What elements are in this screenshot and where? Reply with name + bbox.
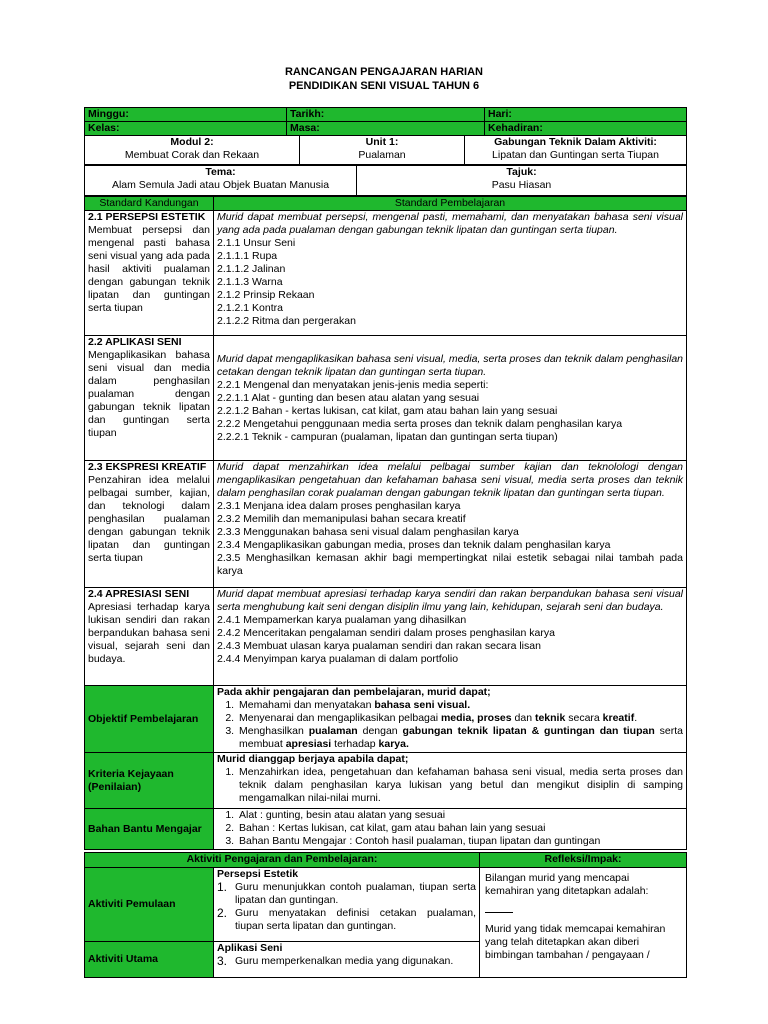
bahan-item: 3. Bahan Bantu Mengajar : Contoh hasil pualaman, tiupan lipatan dan guntingan [237,835,683,848]
section-kandungan [85,461,214,588]
standard-item: 2.2.2.1 Teknik - campuran (pualaman, lipatan dan guntingan serta tiupan) [217,430,558,443]
minggu-label: Minggu: [85,108,287,122]
modul-value: Membuat Corak dan Rekaan [124,149,260,161]
standard-item: 2.3.1 Menjana idea dalam proses penghasilan karya [217,500,461,512]
unit-value: Pualaman [358,149,406,161]
refleksi-text-2: Murid yang tidak memcapai kemahiran yang telah ditetapkan akan diberi bimbingan tambahan / pengayaan / [485,923,666,961]
section-title: 2.3 EKSPRESI KREATIF [88,461,207,473]
tajuk-cell [357,166,687,196]
info-row-2 [85,122,687,136]
utama-heading: Aplikasi Seni [217,942,283,954]
kriteria-content [214,753,687,809]
kriteria-row [85,753,687,809]
section-row-ekspresi [85,461,687,588]
pemulaan-content [214,868,480,942]
section-row-aplikasi [85,336,687,461]
pemulaan-item: 1. Guru menunjukkan contoh pualaman, tiupan serta lipatan dan guntingan. [217,880,477,906]
standard-item: 2.4.2 Menceritakan pengalaman sendiri dalam proses penghasilan karya [217,627,555,639]
section-kandungan [85,211,214,336]
modul-label: Modul 2: [170,136,214,148]
tarikh-label: Tarikh: [287,108,485,122]
objektif-label: Objektif Pembelajaran [85,686,214,753]
standard-item: 2.1.2.2 Ritma dan pergerakan [217,315,356,327]
objektif-intro: Pada akhir pengajaran dan pembelajaran, murid dapat; [217,686,491,698]
standard-item: 2.3.2 Memilih dan memanipulasi bahan secara kreatif [217,513,466,525]
section-pembelajaran [214,588,687,686]
gabungan-label: Gabungan Teknik Dalam Aktiviti: [494,136,657,148]
section-kandungan [85,336,214,461]
tema-value: Alam Semula Jadi atau Objek Buatan Manusia [111,179,330,191]
standard-item: 2.1.1.2 Jalinan [217,263,286,275]
tajuk-label: Tajuk: [506,166,537,178]
standard-item: 2.1.1.3 Warna [217,276,283,288]
aktiviti-header: Aktiviti Pengajaran dan Pembelajaran: [85,853,480,868]
objektif-row [85,686,687,753]
bahan-list [217,809,683,848]
section-intro: Murid dapat mengaplikasikan bahasa seni visual, media, serta proses dan teknik dalam penghasilan cetakan dengan teknik lipatan dan guntingan serta tiupan. [217,352,683,378]
pemulaan-row [85,868,687,942]
section-pembelajaran [214,336,687,461]
document-title: RANCANGAN PENGAJARAN HARIAN [284,66,483,78]
section-title: 2.1 PERSEPSI ESTETIK [88,211,206,223]
document-subtitle: PENDIDIKAN SENI VISUAL TAHUN 6 [288,80,480,92]
section-desc: Penzahiran idea melalui pelbagai sumber, kajian, dan teknologi dalam penghasilan pualaman dengan gabungan teknik lipatan dan guntingan serta tiupan [88,474,210,564]
tajuk-value: Pasu Hiasan [491,179,552,191]
tema-row [85,166,687,196]
pemulaan-heading: Persepsi Estetik [217,868,299,880]
unit-label: Unit 1: [365,136,399,148]
bahan-content [214,809,687,850]
utama-item: 3. Guru memperkenalkan media yang digunakan. [217,954,454,968]
tema-label: Tema: [205,166,236,178]
standard-item: 2.2.1.2 Bahan - kertas lukisan, cat kilat, gam atau bahan lain yang sesuai [217,404,558,417]
standard-item: 2.4.1 Mempamerkan karya pualaman yang dihasilkan [217,614,467,626]
objektif-item: 2. Menyenarai dan mengaplikasikan pelbagai media, proses dan teknik secara kreatif. [237,712,683,725]
aktiviti-header-row [85,853,687,868]
hari-label: Hari: [485,108,687,122]
section-kandungan [85,588,214,686]
bahan-label: Bahan Bantu Mengajar [85,809,214,850]
section-desc: Membuat persepsi dan mengenal pasti bahasa seni visual yang ada pada hasil aktiviti pualaman dengan gabungan teknik lipatan dan guntingan serta tiupan [88,224,210,314]
kelas-label: Kelas: [85,122,287,136]
pemulaan-label: Aktiviti Pemulaan [85,868,214,942]
standard-item: 2.1.2 Prinsip Rekaan [217,289,315,301]
modul-row [85,136,687,165]
standard-item: 2.3.4 Mengaplikasikan gabungan media, proses dan teknik dalam penghasilan karya [217,539,611,551]
kriteria-intro: Murid dianggap berjaya apabila dapat; [217,753,409,765]
standards-header-row [85,197,687,211]
section-desc: Mengaplikasikan bahasa seni visual dan media dalam penghasilan pualaman dengan gabungan teknik lipatan dan guntingan serta tiupan [88,349,210,439]
standard-pembelajaran-header: Standard Pembelajaran [214,197,687,211]
bahan-row [85,809,687,850]
aktiviti-table [84,852,687,978]
refleksi-content [480,868,687,978]
section-pembelajaran [214,211,687,336]
standards-table [84,196,687,850]
tema-cell [85,166,357,196]
kriteria-label: Kriteria Kejayaan (Penilaian) [85,753,214,809]
modul-table [84,135,687,165]
section-title: 2.2 APLIKASI SENI [88,336,182,348]
modul-cell [85,136,300,165]
objektif-content [214,686,687,753]
info-row-1 [85,108,687,122]
refleksi-blank [485,904,681,917]
standard-item: 2.3.3 Menggunakan bahasa seni visual dalam penghasilan karya [217,526,519,538]
standard-item: 2.4.4 Menyimpan karya pualaman di dalam portfolio [217,653,459,665]
gabungan-cell [465,136,687,165]
standard-kandungan-header: Standard Kandungan [85,197,214,211]
objektif-list [217,699,683,751]
section-title: 2.4 APRESIASI SENI [88,588,190,600]
kriteria-item: 1. Menzahirkan idea, pengetahuan dan kefahaman bahasa seni visual, media serta proses dan teknik dalam penghasilan karya lukisan yang betul dan mengikut disiplin di samping mengamalkan nilai-nilai murni. [237,766,683,805]
tema-table [84,165,687,196]
masa-label: Masa: [287,122,485,136]
pemulaan-item: 2. Guru menyatakan definisi cetakan pualaman, tiupan serta lipatan dan guntingan. [217,906,477,932]
objektif-item: 1. Memahami dan menyatakan bahasa seni visual. [237,699,683,712]
kehadiran-label: Kehadiran: [485,122,687,136]
refleksi-text-1: Bilangan murid yang mencapai kemahiran yang ditetapkan adalah: [485,872,649,897]
unit-cell [300,136,465,165]
standard-item: 2.2.1 Mengenal dan menyatakan jenis-jenis media seperti: [217,378,489,391]
section-row-apresiasi [85,588,687,686]
bahan-item: 2. Bahan : Kertas lukisan, cat kilat, gam atau bahan lain yang sesuai [237,822,683,835]
section-row-persepsi [85,211,687,336]
info-table [84,107,687,136]
utama-content [214,942,480,978]
section-pembelajaran [214,461,687,588]
objektif-item: 3. Menghasilkan pualaman dengan gabungan teknik lipatan & guntingan dan tiupan serta membuat apresiasi terhadap karya. [237,725,683,751]
standard-item: 2.1.1.1 Rupa [217,250,278,262]
standard-item: 2.1.1 Unsur Seni [217,237,296,249]
section-desc: Apresiasi terhadap karya lukisan sendiri dan rakan berpandukan bahasa seni visual, sejarah seni dan budaya. [88,601,210,665]
refleksi-header: Refleksi/Impak: [480,853,687,868]
standard-item: 2.3.5 Menghasilkan kemasan akhir bagi mempertingkat nilai estetik sebagai nilai tambah pada karya [217,552,683,577]
section-intro: Murid dapat menzahirkan idea melalui pelbagai sumber kajian dan teknolologi dengan mengaplikasikan pengetahuan dan kefahaman bahasa seni visual, media serta proses dan teknik dalam penghasilan corak pualaman dengan gabungan teknik lipatan dan guntingan serta tiupan. [217,461,683,499]
standard-item: 2.4.3 Membuat ulasan karya pualaman sendiri dan rakan secara lisan [217,640,541,652]
standard-item: 2.2.1.1 Alat - gunting dan besen atau alatan yang sesuai [217,391,480,404]
section-intro: Murid dapat membuat apresiasi terhadap karya sendiri dan rakan berpandukan bahasa seni visual serta menghubung kait seni dengan disiplin ilmu yang lain, kehidupan, sejarah seni dan budaya. [217,588,683,613]
standard-item: 2.1.2.1 Kontra [217,302,283,314]
standard-item: 2.2.2 Mengetahui penggunaan media serta proses dan teknik dalam penghasilan karya [217,417,623,430]
utama-label: Aktiviti Utama [85,942,214,978]
gabungan-value: Lipatan dan Guntingan serta Tiupan [492,149,659,161]
kriteria-list [217,766,683,805]
section-intro: Murid dapat membuat persepsi, mengenal pasti, memahami, dan menyatakan bahasa seni visual yang ada pada pualaman dengan gabungan teknik lipatan dan guntingan serta tiupan. [217,211,683,236]
bahan-item: 1. Alat : gunting, besin atau alatan yang sesuai [237,809,683,822]
